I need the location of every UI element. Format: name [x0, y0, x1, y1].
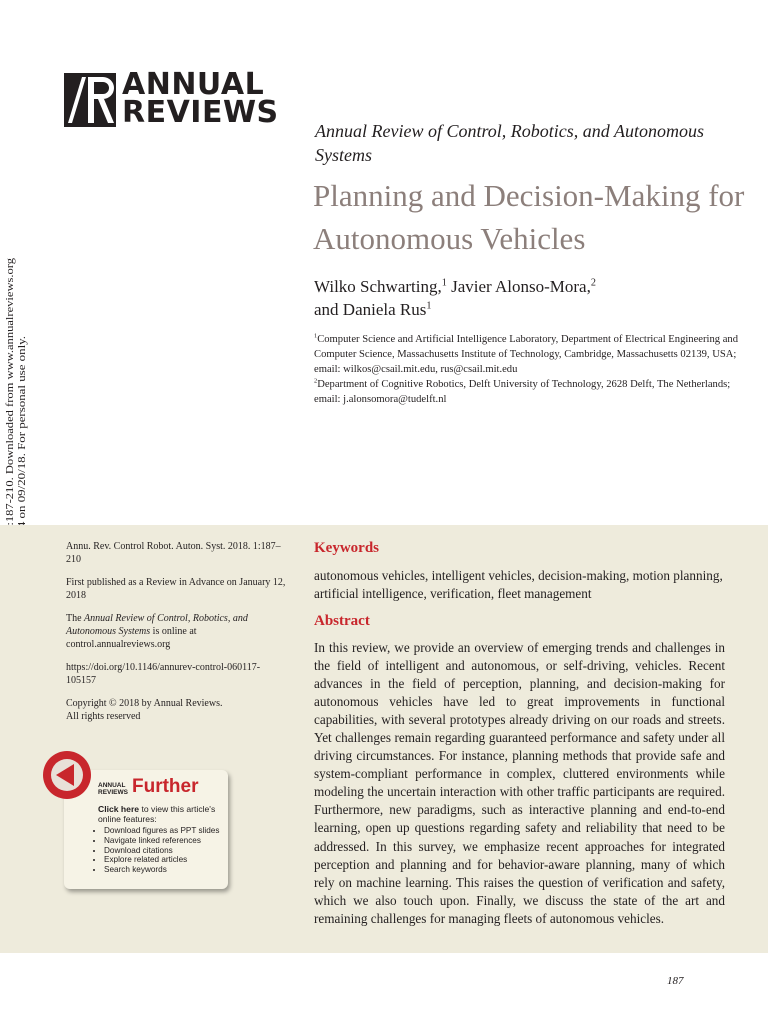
- feature-item: • Navigate linked references: [104, 836, 219, 846]
- journal-name: Annual Review of Control, Robotics, and Autonomous Systems: [315, 121, 704, 165]
- further-title: Further: [132, 776, 199, 797]
- feature-item: • Download citations: [104, 846, 219, 856]
- affiliation-1: [314, 332, 754, 377]
- author-1-affiliation: 1: [441, 277, 447, 289]
- affiliation-2-number: 2: [314, 377, 318, 385]
- first-published: First published as a Review in Advance on January 12, 2018: [66, 577, 286, 601]
- abstract-heading: Abstract: [314, 613, 370, 629]
- feature-item: • Explore related articles: [104, 855, 219, 865]
- click-here-link[interactable]: Click here: [98, 804, 140, 814]
- logo-line-1: ANNUAL: [122, 67, 265, 102]
- further-brand: ANNUAL REVIEWS: [98, 782, 128, 796]
- author-list: [314, 275, 754, 321]
- online-journal-name: Annual Review of Control, Robotics, and Autonomous Systems: [66, 613, 248, 637]
- affiliation-1-text: Computer Science and Artificial Intelligence Laboratory, Department of Electrical Engineering and Computer Science, Massachusetts Institute of Technology, Cambridge, Massachusetts 02139, USA; email: wilkos@csail.mit.edu, rus@csail.mit.edu: [314, 334, 739, 375]
- doi-link[interactable]: https://doi.org/10.1146/annurev-control-060117-105157: [66, 662, 261, 686]
- affiliation-1-number: 1: [314, 332, 318, 340]
- copyright: Copyright © 2018 by Annual Reviews. All rights reserved: [66, 698, 223, 722]
- author-2: Javier Alonso-Mora,: [446, 277, 591, 296]
- further-feature-list: [94, 826, 219, 875]
- author-3: and Daniela Rus: [314, 300, 427, 319]
- abstract-text: In this review, we provide an overview of emerging trends and challenges in the field of intelligent and autonomous, or self-driving, vehicles. Recent advances in the field of perception, planning, and decision-making for autonomous vehicles have led to great improvements in functional capabilities, with several prototypes already driving on our roads and streets. Yet challenges remain regarding guaranteed performance and safety under all driving circumstances. For instance, planning methods that provide safe and system-compliant performance in complex, cluttered environments while modeling the uncertain interaction with other traffic participants are required. Furthermore, new paradigms, such as interactive planning and end-to-end learning, open up questions regarding safety and reliability that need to be addressed. In this survey, we emphasize recent approaches for integrated perception and planning and for behavior-aware planning, many of which rely on machine learning. This raises the question of verification and safety, which we also touch upon. Finally, we discuss the state of the art and remaining challenges for managing fleets of autonomous vehicles.: [314, 640, 725, 926]
- annual-reviews-logo: [64, 67, 279, 130]
- feature-item: • Download figures as PPT slides: [104, 826, 219, 836]
- keywords-text: autonomous vehicles, intelligent vehicles, decision-making, motion planning, artificial intelligence, verification, fleet management: [314, 568, 723, 601]
- keywords-heading: Keywords: [314, 540, 379, 556]
- online-availability: The Annual Review of Control, Robotics, and Autonomous Systems is online at control.annualreviews.org: [66, 613, 248, 650]
- page-number: 187: [667, 975, 684, 987]
- author-3-affiliation: 1: [426, 300, 432, 312]
- feature-item: • Search keywords: [104, 865, 219, 875]
- affiliation-2-text: Department of Cognitive Robotics, Delft University of Technology, 2628 Delft, The Netherlands; email: j.alonsomora@tudelft.nl: [314, 379, 731, 405]
- further-arrow-icon[interactable]: [42, 750, 92, 800]
- author-2-affiliation: 2: [590, 277, 596, 289]
- ar-logo-icon: [64, 73, 116, 127]
- citation: Annu. Rev. Control Robot. Auton. Syst. 2018. 1:187–210: [66, 541, 281, 565]
- author-1: Wilko Schwarting,: [314, 277, 442, 296]
- further-click-here[interactable]: Click here to view this article's online features:: [98, 804, 216, 824]
- logo-line-2: REVIEWS: [122, 95, 279, 130]
- article-title: Planning and Decision-Making for Autonomous Vehicles: [313, 178, 745, 256]
- article-metadata: [66, 540, 286, 733]
- affiliation-2: [314, 377, 754, 407]
